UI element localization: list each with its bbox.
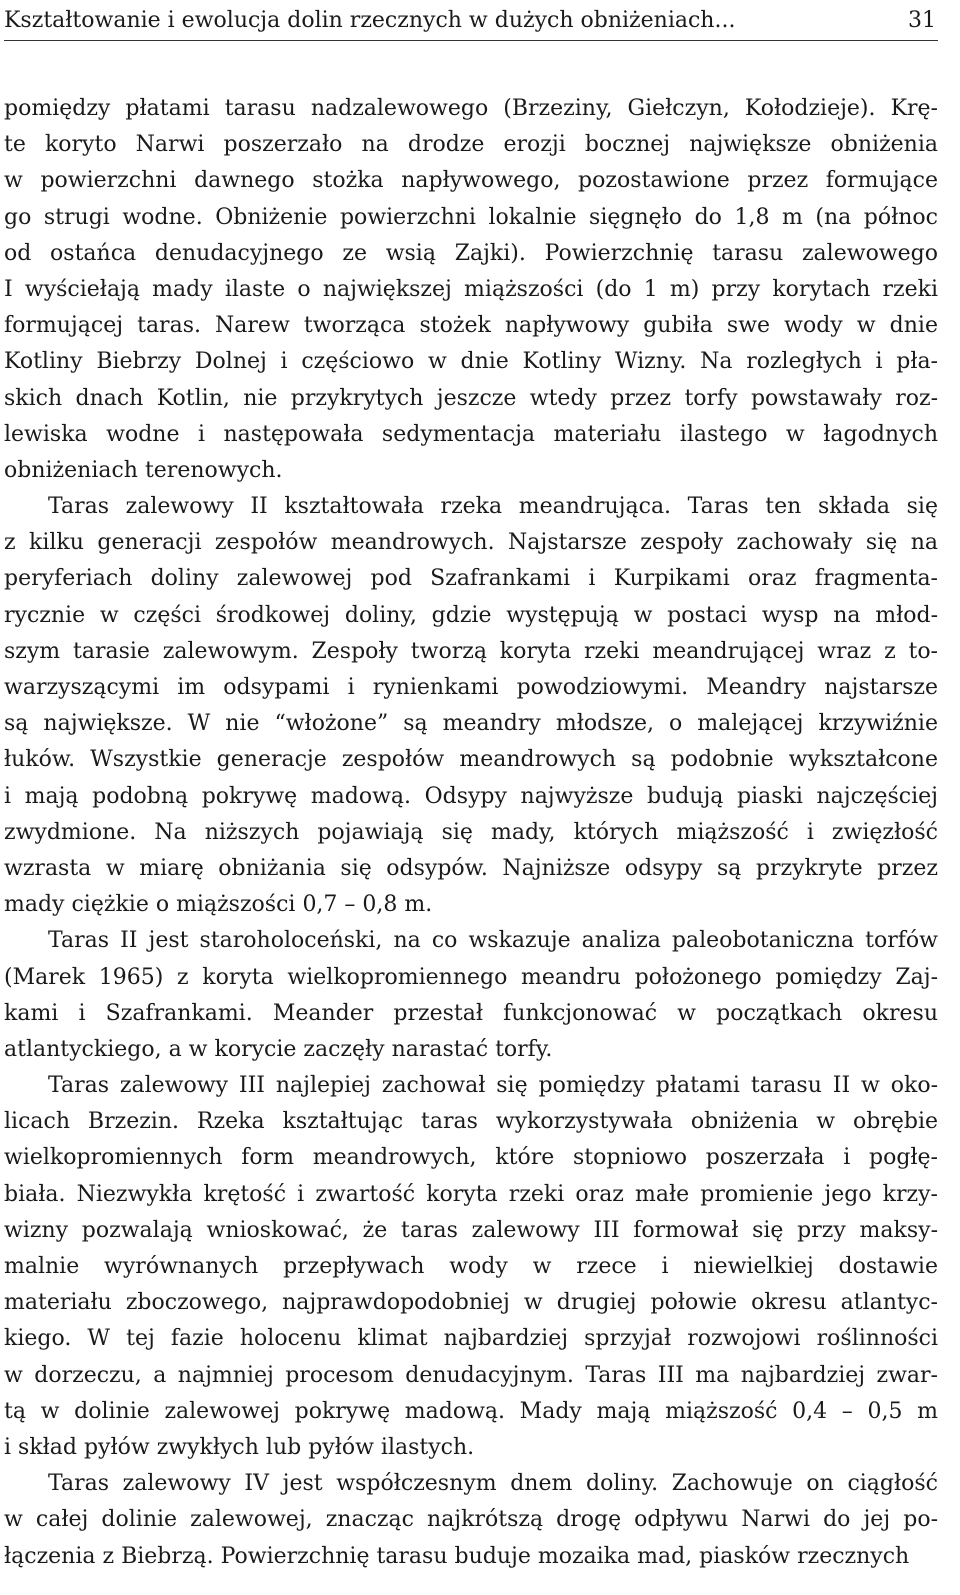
body-text [4,91,938,1575]
text-line: Taras zalewowy III najlepiej zachował się pomiędzy płatami tarasu II w oko- [48,1073,938,1099]
text-line: kiego. W tej fazie holocenu klimat najbardziej sprzyjał rozwojowi roślinności [4,1326,938,1352]
text-line: w dorzeczu, a najmniej procesom denudacyjnym. Taras III ma najbardziej zwar- [4,1362,938,1388]
text-line: i mają podobną pokrywę madową. Odsypy najwyższe budują piaski najczęściej [4,783,938,809]
running-head [4,0,938,41]
text-line: materiału zboczowego, najprawdopodobniej w drugiej połowie okresu atlantyc- [4,1290,938,1316]
text-line: wielkopromiennych form meandrowych, które stopniowo poszerzała i pogłę- [4,1145,938,1171]
text-line: tą w dolinie zalewowej pokrywę madową. Mady mają miąższość 0,4 – 0,5 m [4,1398,938,1424]
text-line: warzyszącymi im odsypami i rynienkami powodziowymi. Meandry najstarsze [4,675,938,700]
text-line: są największe. W nie “włożone” są meandry młodsze, o malejącej krzywiźnie [4,711,938,737]
text-line: wzrasta w miarę obniżania się odsypów. Najniższe odsypy są przykryte przez [4,855,938,881]
text-line: peryferiach doliny zalewowej pod Szafrankami i Kurpikami oraz fragmenta- [4,566,938,592]
text-line: malnie wyrównanych przepływach wody w rzece i niewielkiej dostawie [4,1254,938,1279]
text-line: atlantyckiego, a w korycie zaczęły narastać torfy. [4,1036,553,1062]
text-line: kami i Szafrankami. Meander przestał funkcjonować w początkach okresu [4,1000,938,1026]
text-line: Taras zalewowy IV jest współczesnym dnem doliny. Zachowuje on ciągłość [48,1471,938,1497]
text-line: formującej taras. Narew tworząca stożek napływowy gubiła swe wody w dnie [4,313,938,339]
text-line: w całej dolinie zalewowej, znacząc najkrótszą drogę odpływu Narwi do jej po- [4,1507,938,1533]
text-line: (Marek 1965) z koryta wielkopromiennego meandru położonego pomiędzy Zaj- [4,964,938,990]
text-line: I wyściełają mady ilaste o największej miąższości (do 1 m) przy korytach rzeki [4,276,938,302]
text-line: mady ciężkie o miąższości 0,7 – 0,8 m. [4,892,433,918]
text-line: szym tarasie zalewowym. Zespoły tworzą koryta rzeki meandrującej wraz z to- [4,638,938,664]
text-line: biała. Niezwykła krętość i zwartość koryta rzeki oraz małe promienie jego krzy- [4,1181,938,1207]
running-title: Kształtowanie i ewolucja dolin rzecznych w dużych obniżeniach... [4,7,736,33]
text-line: zwydmione. Na niższych pojawiają się mady, których miąższość i zwięzłość [4,819,938,845]
text-line: Taras II jest staroholoceński, na co wskazuje analiza paleobotaniczna torfów [48,928,938,954]
text-line: lewiska wodne i następowała sedymentacja materiału ilastego w łagodnych [4,421,938,447]
text-line: go strugi wodne. Obniżenie powierzchni lokalnie sięgnęło do 1,8 m (na północ [4,204,938,230]
text-line: łuków. Wszystkie generacje zespołów meandrowych są podobnie wykształcone [4,747,938,773]
text-line: obniżeniach terenowych. [4,457,283,483]
text-line: licach Brzezin. Rzeka kształtując taras wykorzystywała obniżenia w obrębie [4,1109,938,1135]
text-line: rycznie w części środkowej doliny, gdzie występują w postaci wysp na młod- [4,602,938,628]
text-line: łączenia z Biebrzą. Powierzchnię tarasu buduje mozaika mad, piasków rzecznych [4,1543,910,1569]
text-line: pomiędzy płatami tarasu nadzalewowego (Brzeziny, Giełczyn, Kołodzieje). Krę- [4,96,938,121]
text-line: te koryto Narwi poszerzało na drodze erozji bocznej największe obniżenia [4,132,938,158]
text-line: i skład pyłów zwykłych lub pyłów ilastych. [4,1434,475,1460]
text-line: Kotliny Biebrzy Dolnej i częściowo w dnie Kotliny Wizny. Na rozległych i pła- [4,349,938,375]
text-line: z kilku generacji zespołów meandrowych. Najstarsze zespoły zachowały się na [4,530,938,556]
page-number: 31 [908,7,936,33]
text-line: Taras zalewowy II kształtowała rzeka meandrująca. Taras ten składa się [48,494,938,520]
text-line: od ostańca denudacyjnego ze wsią Zajki). Powierzchnię tarasu zalewowego [4,240,938,266]
text-line: wizny pozwalają wnioskować, że taras zalewowy III formował się przy maksy- [4,1217,938,1243]
text-line: w powierzchni dawnego stożka napływowego, pozostawione przez formujące [4,168,938,194]
text-line: skich dnach Kotlin, nie przykrytych jeszcze wtedy przez torfy powstawały roz- [4,385,938,411]
